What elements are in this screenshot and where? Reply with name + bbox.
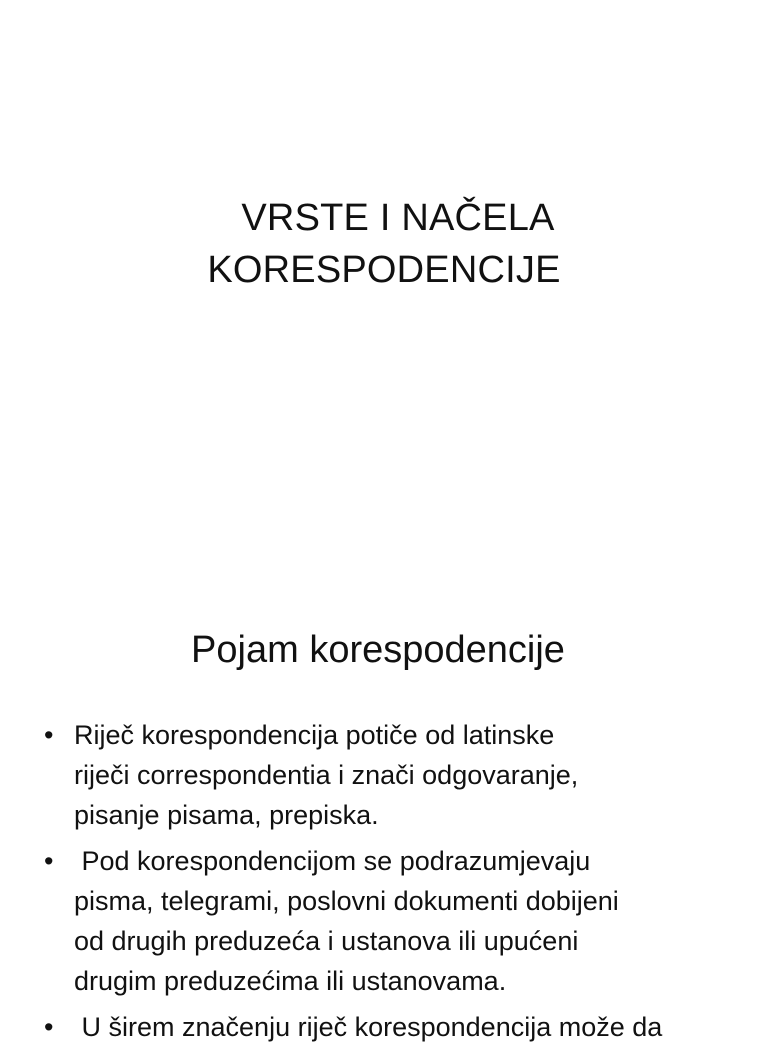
- bullet-item-1: [0, 715, 768, 835]
- bullet-line: pisanje pisama, prepiska.: [74, 800, 379, 830]
- bullet-item-3: [0, 1007, 768, 1047]
- bullet-line: riječi correspondentia i znači odgovaranje,: [74, 760, 579, 790]
- bullet-line: od drugih preduzeća i ustanova ili upućeni: [74, 926, 579, 956]
- bullet-text: [74, 1007, 728, 1047]
- bullet-icon: •: [44, 1012, 54, 1042]
- slide-title: [0, 192, 768, 296]
- bullet-line: U širem značenju riječ korespondencija može da: [74, 1012, 663, 1042]
- bullet-line: Pod korespondencijom se podrazumjevaju: [74, 846, 591, 876]
- bullet-item-2: [0, 841, 768, 1001]
- bullet-icon: •: [44, 846, 54, 876]
- bullet-icon: •: [44, 720, 54, 750]
- slide-title-line-1: VRSTE I NAČELA: [241, 197, 555, 239]
- bullet-line: drugim preduzećima ili ustanovama.: [74, 966, 507, 996]
- bullet-list: [0, 715, 768, 1053]
- slide-title-line-2: KORESPODENCIJE: [207, 249, 561, 291]
- bullet-text: [74, 841, 728, 1001]
- bullet-line: Riječ korespondencija potiče od latinske: [74, 720, 555, 750]
- bullet-text: [74, 715, 728, 835]
- section-heading: Pojam korespodencije: [191, 629, 565, 671]
- bullet-line: pisma, telegrami, poslovni dokumenti dobijeni: [74, 886, 619, 916]
